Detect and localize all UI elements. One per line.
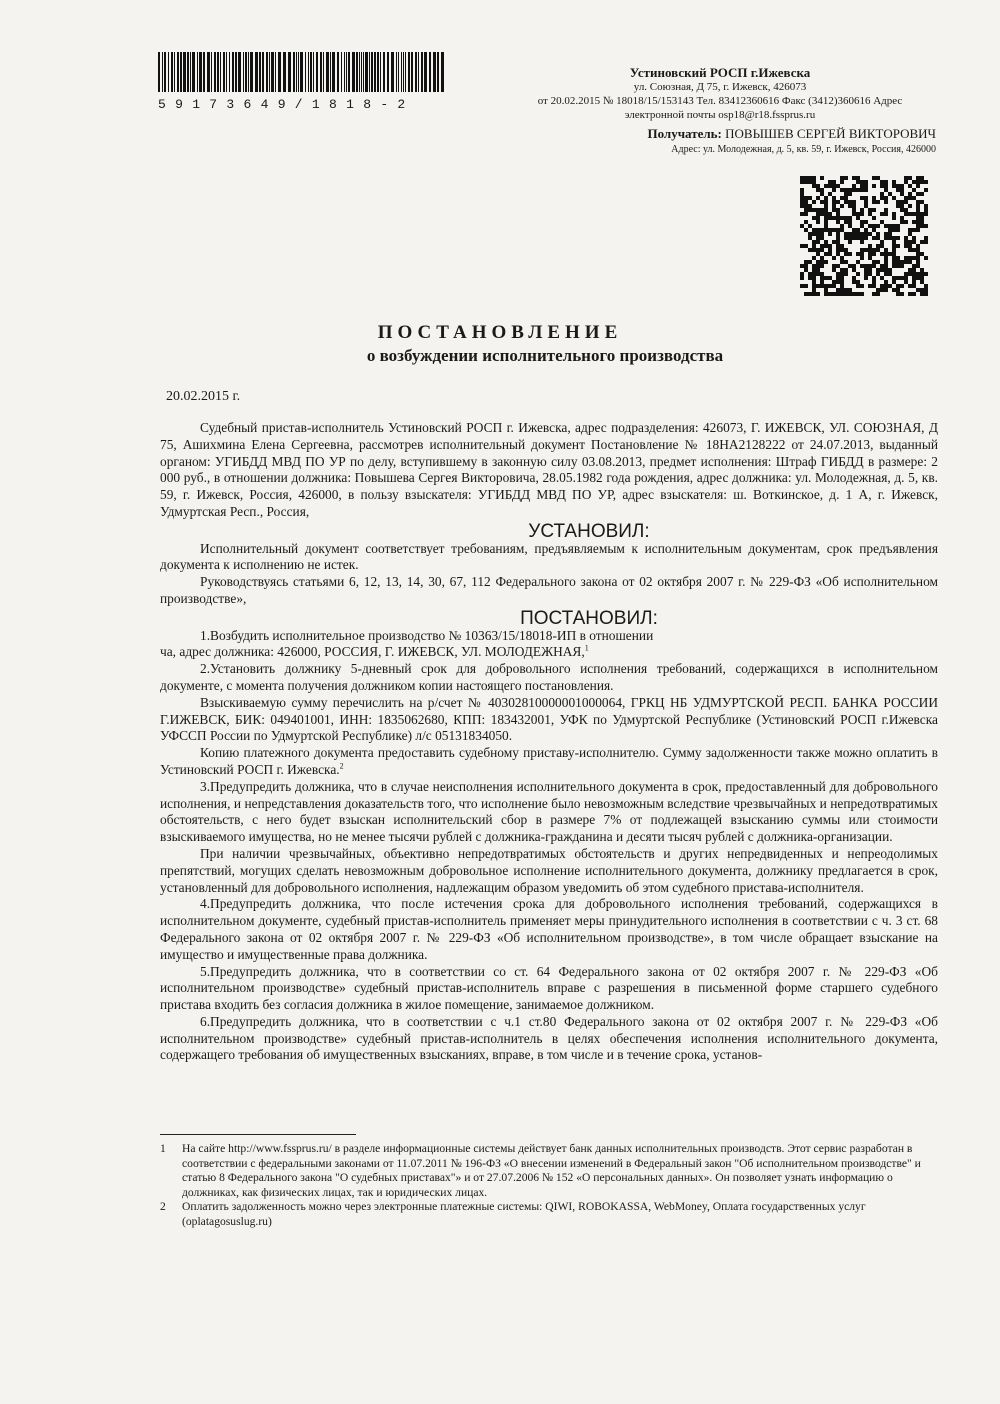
barcode-bar <box>313 52 314 92</box>
barcode-bar <box>337 52 339 92</box>
barcode-bar <box>408 52 410 92</box>
footnotes <box>160 1142 938 1230</box>
barcode-bar <box>374 52 376 92</box>
footnote-divider <box>160 1134 356 1135</box>
item-5: 5.Предупредить должника, что в соответствии со ст. 64 Федерального закона от 02 октября 2007 г. № 229-ФЗ «Об исполнительном производстве» судебный пристав-исполнитель вправе с разрешения в письменной форме старшего судебного пристава входить без согласия должника в жилое помещение, занимаемое должником. <box>160 963 938 1013</box>
barcode-bar <box>283 52 286 92</box>
recipient-address: Адрес: ул. Молодежная, д. 5, кв. 59, г. Ижевск, Россия, 426000 <box>671 144 936 155</box>
barcode-bar <box>214 52 216 92</box>
document-date: 20.02.2015 г. <box>166 389 241 404</box>
barcode-bar <box>405 52 406 92</box>
barcode-bar <box>332 52 335 92</box>
footnote-2: 2 Оплатить задолженность можно через электронные платежные системы: QIWI, ROBOKASSA, WebMoney, Оплата государственных услуг (oplatagosuslug.ru) <box>160 1200 866 1228</box>
item-3: 3.Предупредить должника, что в случае неисполнения исполнительного документа в срок, предоставленный для добровольного исполнения, и непредставления доказательств того, что исполнение было невозможным вследствие чрезвычайных и непредотвратимых обстоятельств, с него будет взыскан исполнительский сбор в размере 7% от подлежащей взысканию суммы или стоимости взыскиваемого имущества, но не менее тысячи рублей с должника-гражданина и десяти тысяч рублей с должника-организации. <box>160 778 938 845</box>
barcode-bar <box>187 52 189 92</box>
barcode-bar <box>359 52 360 92</box>
barcode-bar <box>298 52 299 92</box>
ustanovil-p1: Исполнительный документ соответствует требованиям, предъявляемым к исполнительным документам, срок предъявления документа к исполнению не истек. <box>160 540 938 573</box>
item-2: 2.Установить должнику 5-дневный срок для добровольного исполнения требований, содержащихся в исполнительном документе, с момента получения должником копии настоящего постановления. <box>160 661 938 693</box>
barcode-bar <box>162 52 163 92</box>
barcode-bar <box>356 52 358 92</box>
barcode-bar <box>255 52 258 92</box>
barcode-bar <box>377 52 379 92</box>
barcode-bar <box>238 52 241 92</box>
item-6: 6.Предупредить должника, что в соответствии с ч.1 ст.80 Федерального закона от 02 октября 2007 г. № 229-ФЗ «Об исполнительном производстве» судебный пристав-исполнитель в целях обеспечения исполнения исполнительного документа, содержащего требования об имущественных взысканиях, вправе, в том числе и в течение срока, установ- <box>160 1013 938 1063</box>
issuer-contact: от 20.02.2015 № 18018/15/153143 Тел. 83412360616 Факс (3412)360616 Адрес <box>537 95 903 107</box>
footnote-1: 1 На сайте http://www.fssprus.ru/ в разделе информационные системы действует банк данных исполнительных производств. Этот сервис разработан в соответствии с федеральными законами от 11.07.2011 № 196-ФЗ «О внесении изменений в Федеральный закон "Об исполнительном производстве" и статью 8 Федерального закона "О судебных приставах"» и от 27.07.2006 № 152 «О персональных данных». Он позволяет узнать информацию о должниках, как физических лицах, так и юридических лицах. <box>160 1142 921 1199</box>
barcode-bar <box>403 52 404 92</box>
recipient-name: ПОВЫШЕВ СЕРГЕЙ ВИКТОРОВИЧ <box>725 126 936 141</box>
barcode-bar <box>330 52 331 92</box>
recipient-label: Получатель: <box>647 126 722 141</box>
barcode-bar <box>275 52 276 92</box>
barcode-bar <box>296 52 297 92</box>
barcode-bar <box>316 52 318 92</box>
barcode-bar <box>192 52 195 92</box>
barcode-bar <box>383 52 385 92</box>
barcode-bar <box>288 52 291 92</box>
barcode-bar <box>418 52 419 92</box>
barcode-bar <box>229 52 230 92</box>
barcode-bar <box>348 52 350 92</box>
barcode-bar <box>437 52 439 92</box>
barcode-bar <box>411 52 413 92</box>
barcode-bar <box>441 52 444 92</box>
barcode-bar <box>259 52 261 92</box>
barcode-bar <box>235 52 237 92</box>
barcode-bar <box>398 52 399 92</box>
barcode-bar <box>278 52 281 92</box>
barcode-bar <box>305 52 306 92</box>
barcode-bar <box>424 52 427 92</box>
barcode <box>158 52 448 92</box>
barcode-bar <box>363 52 364 92</box>
barcode-bar <box>207 52 210 92</box>
barcode-bar <box>180 52 182 92</box>
barcode-bar <box>226 52 227 92</box>
barcode-bar <box>326 52 329 92</box>
barcode-bar <box>223 52 225 92</box>
document-subtitle: о возбуждении исполнительного производства <box>366 346 724 365</box>
footnote-ref-2: 2 <box>339 761 344 771</box>
item-3-continued: При наличии чрезвычайных, объективно непредотвратимых обстоятельств и других непредвиденных и непреодолимых препятствий, могущих сделать невозможным добровольное исполнение исполнительного документа, должнику предлагается в срок, установленный для добровольного исполнения, надлежащим образом уведомить об этом судебного пристава-исполнителя. <box>160 845 938 895</box>
footnote-ref-1: 1 <box>584 643 589 653</box>
barcode-bar <box>371 52 373 92</box>
item-4: 4.Предупредить должника, что после истечения срока для добровольного исполнения требований, содержащихся в исполнительном документе, судебный пристав-исполнитель применяет меры принудительного исполнения в соответствии с ч. 3 ст. 68 Федерального закона от 02 октября 2007 г. № 229-ФЗ «Об исполнительном производстве», в том числе обращает взыскание на имущество и имущественные права должника. <box>160 896 938 962</box>
barcode-bar <box>217 52 219 92</box>
barcode-bar <box>250 52 253 92</box>
qr-modules <box>800 176 928 296</box>
ustanovil-p2: Руководствуясь статьями 6, 12, 13, 14, 30, 67, 112 Федерального закона от 02 октября 2007 г. № 229-ФЗ «Об исполнительном производстве», <box>160 574 938 606</box>
barcode-bar <box>243 52 244 92</box>
barcode-bar <box>365 52 368 92</box>
barcode-bar <box>308 52 309 92</box>
qr-code <box>800 176 928 296</box>
barcode-bar <box>262 52 264 92</box>
barcode-bar <box>177 52 179 92</box>
barcode-bar <box>300 52 303 92</box>
barcode-bar <box>211 52 212 92</box>
recipient-block <box>647 126 936 158</box>
payment-copy: Копию платежного документа предоставить судебному приставу-исполнителю. Сумму задолженности также можно оплатить в Устиновский РОСП г. Ижевска.$^2$ <box>160 745 938 777</box>
barcode-bar <box>248 52 249 92</box>
barcode-bar <box>171 52 173 92</box>
barcode-bar <box>199 52 202 92</box>
item-1-continued: ча, адрес должника: 426000, РОССИЯ, Г. ИЖЕВСК, УЛ. МОЛОДЕЖНАЯ,$^1$ <box>160 643 589 660</box>
barcode-bar <box>323 52 324 92</box>
issuer-block <box>500 66 940 122</box>
barcode-bar <box>387 52 389 92</box>
barcode-bar <box>320 52 322 92</box>
barcode-bar <box>346 52 347 92</box>
barcode-bar <box>293 52 295 92</box>
item-1: 1.Возбудить исполнительное производство № 10363/15/18018-ИП в отношении <box>200 627 654 643</box>
barcode-bar <box>190 52 191 92</box>
issuer-address: ул. Союзная, Д 75, г. Ижевск, 426073 <box>633 81 807 93</box>
barcode-bar <box>168 52 169 92</box>
barcode-bar <box>271 52 274 92</box>
barcode-bar <box>266 52 268 92</box>
barcode-bar <box>380 52 381 92</box>
barcode-bar <box>415 52 417 92</box>
barcode-bar <box>269 52 270 92</box>
barcode-bar <box>421 52 423 92</box>
barcode-bar <box>396 52 397 92</box>
barcode-number: 59173649/1818-2 <box>158 97 415 112</box>
document-title: ПОСТАНОВЛЕНИЕ <box>377 322 623 343</box>
barcode-bar <box>401 52 402 92</box>
barcode-bar <box>433 52 436 92</box>
issuer-email: электронной почты osp18@r18.fssprus.ru <box>624 109 816 121</box>
payment-details: Взыскиваемую сумму перечислить на р/счет № 40302810000001000064, ГРКЦ НБ УДМУРТСКОЙ РЕСП. БАНКА РОССИИ Г.ИЖЕВСК, БИК: 049401001, ИНН: 1835062680, КПП: 183432001, УФК по Удмуртской Республике (Устиновский РОСП г.Ижевска УФССП России по Удмуртской Республике) л/с 05131834050. <box>160 694 938 744</box>
intro-paragraph: Судебный пристав-исполнитель Устиновский РОСП г. Ижевска, адрес подразделения: 426073, Г. ИЖЕВСК, УЛ. СОЮЗНАЯ, Д 75, Ашихмина Елена Сергеевна, рассмотрев исполнительный документ Постановление № 18НА2128222 от 24.07.2013, выданный органом: УГИБДД МВД ПО УР по делу, вступившему в законную силу 03.08.2013, предмет исполнения: Штраф ГИБДД в размере: 2 000 руб., в отношении должника: Повышева Сергея Викторовича, 28.05.1982 года рождения, адрес должника: ул. Молодежная, д. 5, кв. 59, г. Ижевск, Россия, 426000, в пользу взыскателя: УГИБДД МВД ПО УР, адрес взыскателя: ш. Воткинское, д. 1 А, г. Ижевск, Удмуртская Респ., Россия, <box>160 420 938 519</box>
document-body <box>160 420 938 1064</box>
barcode-bar <box>369 52 370 92</box>
barcode-bar <box>310 52 312 92</box>
barcode-bar <box>245 52 247 92</box>
barcode-bar <box>429 52 431 92</box>
barcode-bar <box>341 52 342 92</box>
barcode-bar <box>344 52 345 92</box>
barcode-bar <box>174 52 175 92</box>
barcode-bar <box>391 52 394 92</box>
barcode-bar <box>361 52 362 92</box>
barcode-bar <box>352 52 355 92</box>
barcode-bar <box>164 52 166 92</box>
barcode-bar <box>183 52 186 92</box>
barcode-bar <box>203 52 205 92</box>
issuer-name: Устиновский РОСП г.Ижевска <box>629 65 811 80</box>
postanovil-heading: ПОСТАНОВИЛ: <box>520 607 658 629</box>
ustanovil-heading: УСТАНОВИЛ: <box>528 520 650 542</box>
barcode-bar <box>220 52 221 92</box>
barcode-bar <box>232 52 234 92</box>
barcode-bar <box>158 52 160 92</box>
barcode-bar <box>197 52 198 92</box>
